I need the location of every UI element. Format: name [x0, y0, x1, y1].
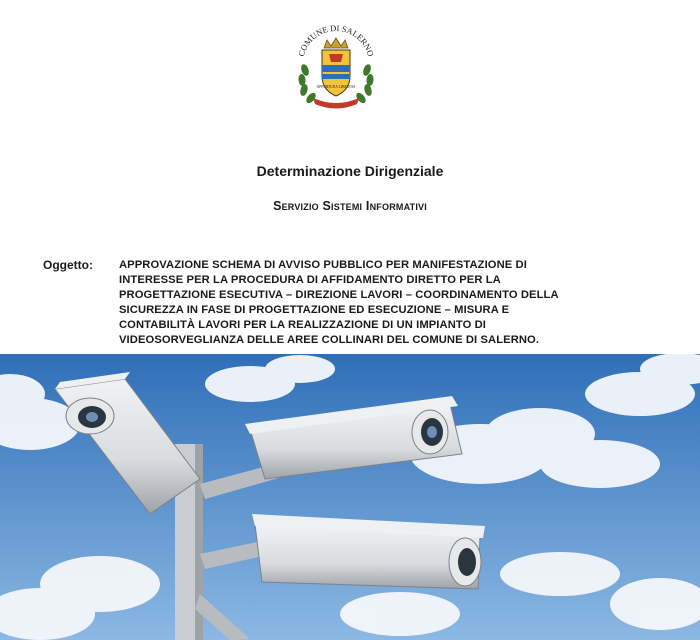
oggetto-text [119, 258, 679, 348]
crest-ribbon-text: OPPORTUNA LIBERTAS [316, 85, 356, 89]
oggetto-line: VIDEOSORVEGLIANZA DELLE AREE COLLINARI DEL COMUNE DI SALERNO. [119, 334, 540, 346]
oggetto-line: PROGETTAZIONE ESECUTIVA – DIREZIONE LAVORI – COORDINAMENTO DELLA [119, 289, 559, 301]
oggetto-line: INTERESSE PER LA PROCEDURA DI AFFIDAMENTO DIRETTO PER LA [119, 274, 501, 286]
document-title: Determinazione Dirigenziale [256, 163, 444, 179]
oggetto-line: CONTABILITÀ LAVORI PER LA REALIZZAZIONE DI UN IMPIANTO DI [119, 319, 487, 331]
comune-crest-logo [291, 18, 381, 110]
document-subtitle: Servizio Sistemi Informativi [273, 199, 427, 213]
oggetto-line: APPROVAZIONE SCHEMA DI AVVISO PUBBLICO PER MANIFESTAZIONE DI [119, 259, 527, 271]
oggetto-label: Oggetto: [43, 258, 93, 272]
oggetto-line: SICUREZZA IN FASE DI PROGETTAZIONE ED ESECUZIONE – MISURA E [119, 304, 510, 316]
crest-ring-text: COMUNE DI SALERNO [295, 22, 377, 58]
security-cameras-photo [0, 354, 700, 640]
security-camera [252, 514, 485, 589]
